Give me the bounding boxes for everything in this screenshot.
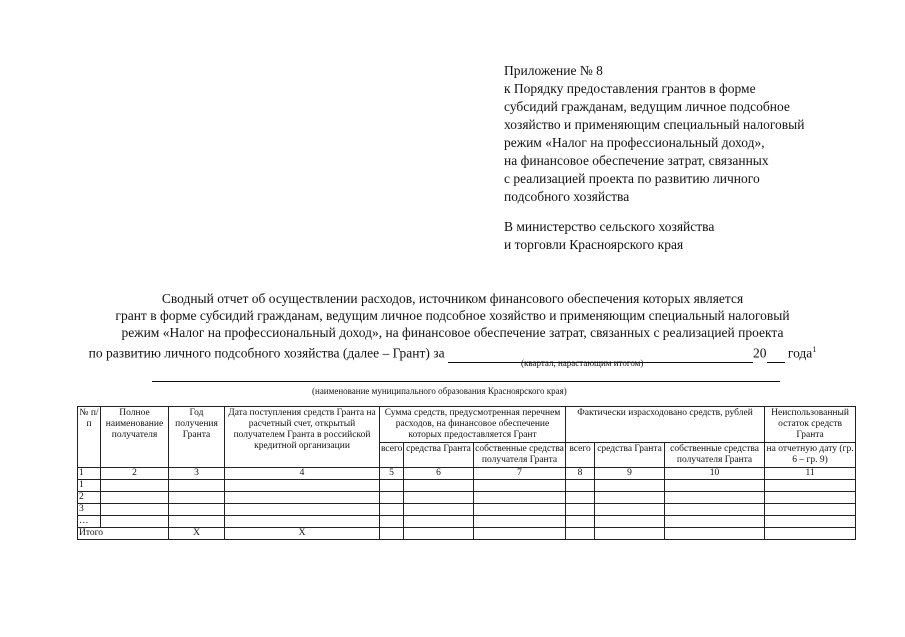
table-cell[interactable] — [225, 504, 380, 516]
table-cell[interactable] — [765, 528, 856, 540]
table-cell[interactable] — [404, 492, 474, 504]
table-row — [78, 492, 856, 504]
appendix-line: субсидий гражданам, ведущим личное подсобное — [504, 99, 790, 114]
table-cell[interactable] — [665, 504, 765, 516]
header-unused: Неиспользованный остаток средств Гранта — [765, 407, 856, 443]
appendix-line: режим «Налог на профессиональный доход», — [504, 135, 765, 150]
table-cell[interactable] — [566, 480, 595, 492]
title-line: грант в форме субсидий гражданам, ведущим личное подсобное хозяйство и применяющим специальный налоговый — [115, 308, 790, 323]
totals-label: Итого — [78, 528, 169, 540]
footnote-mark: 1 — [812, 345, 817, 354]
table-row — [78, 516, 856, 528]
recipient-block — [504, 218, 714, 254]
table-cell[interactable] — [595, 516, 665, 528]
appendix-line: на финансовое обеспечение затрат, связанных — [504, 153, 769, 168]
table-cell[interactable] — [665, 480, 765, 492]
column-number: 7 — [474, 468, 566, 480]
period-hint: (квартал, нарастающим итогом) — [521, 358, 644, 368]
table-cell[interactable] — [380, 492, 404, 504]
table-cell[interactable] — [765, 516, 856, 528]
column-number: 9 — [595, 468, 665, 480]
table-cell[interactable] — [225, 516, 380, 528]
table-cell[interactable] — [404, 528, 474, 540]
column-number: 5 — [380, 468, 404, 480]
recipient-line: В министерство сельского хозяйства — [504, 219, 715, 234]
appendix-block — [504, 62, 804, 206]
table-cell[interactable] — [380, 516, 404, 528]
title-line-prefix: по развитию личного подсобного хозяйства (далее – Грант) за — [88, 345, 445, 361]
column-number: 6 — [404, 468, 474, 480]
header-name: Полное наименование получателя — [101, 407, 169, 468]
table-cell[interactable] — [474, 528, 566, 540]
table-cell[interactable] — [225, 480, 380, 492]
table-cell[interactable] — [474, 480, 566, 492]
subheader-planned-total: всего — [380, 443, 404, 468]
table-cell[interactable] — [474, 516, 566, 528]
header-year: Год получения Гранта — [169, 407, 225, 468]
table-cell[interactable] — [101, 504, 169, 516]
column-number: 4 — [225, 468, 380, 480]
appendix-line: подсобного хозяйства — [504, 189, 630, 204]
header-num: № п/п — [78, 407, 101, 468]
totals-row — [78, 528, 856, 540]
table-cell[interactable] — [474, 504, 566, 516]
column-number: 3 — [169, 468, 225, 480]
table-cell[interactable] — [169, 492, 225, 504]
municipality-line[interactable] — [152, 381, 780, 382]
table-cell[interactable] — [595, 528, 665, 540]
report-table — [77, 406, 856, 540]
recipient-line: и торговли Красноярского края — [504, 237, 684, 252]
year-blank[interactable] — [767, 345, 785, 363]
title-last-line — [0, 341, 905, 363]
totals-year-cell: Х — [169, 528, 225, 540]
column-number: 8 — [566, 468, 595, 480]
municipality-hint: (наименование муниципального образования Красноярского края) — [312, 386, 567, 396]
column-number: 2 — [101, 468, 169, 480]
row-number: 3 — [78, 504, 101, 516]
table-row — [78, 480, 856, 492]
table-cell[interactable] — [566, 504, 595, 516]
table-cell[interactable] — [566, 528, 595, 540]
table-cell[interactable] — [404, 516, 474, 528]
table-cell[interactable] — [404, 480, 474, 492]
table-cell[interactable] — [225, 492, 380, 504]
table-cell[interactable] — [665, 516, 765, 528]
table-cell[interactable] — [101, 480, 169, 492]
table-cell[interactable] — [765, 504, 856, 516]
subheader-actual-total: всего — [566, 443, 595, 468]
table-cell[interactable] — [380, 528, 404, 540]
row-number: 1 — [78, 480, 101, 492]
table-cell[interactable] — [665, 528, 765, 540]
column-number: 11 — [765, 468, 856, 480]
table-cell[interactable] — [404, 504, 474, 516]
row-number: … — [78, 516, 101, 528]
header-date: Дата поступления средств Гранта на расчетный счет, открытый получателем Гранта в российской кредитной организации — [225, 407, 380, 468]
year-prefix: 20 — [753, 345, 767, 361]
table-cell[interactable] — [595, 504, 665, 516]
column-number-row — [78, 468, 856, 480]
header-actual-group: Фактически израсходовано средств, рублей — [566, 407, 765, 443]
subheader-actual-own: собственные средства получателя Гранта — [665, 443, 765, 468]
table-cell[interactable] — [665, 492, 765, 504]
title-line: Сводный отчет об осуществлении расходов, источником финансового обеспечения которых является — [161, 291, 744, 306]
table-row — [78, 504, 856, 516]
subheader-actual-grant: средства Гранта — [595, 443, 665, 468]
subheader-planned-grant: средства Гранта — [404, 443, 474, 468]
header-planned-group: Сумма средств, предусмотренная перечнем расходов, на финансовое обеспечение которых предоставляется Грант — [380, 407, 566, 443]
column-number: 1 — [78, 468, 101, 480]
table-cell[interactable] — [169, 480, 225, 492]
appendix-line: к Порядку предоставления грантов в форме — [504, 81, 756, 96]
table-cell[interactable] — [566, 516, 595, 528]
table-cell[interactable] — [380, 504, 404, 516]
table-cell[interactable] — [380, 480, 404, 492]
table-cell[interactable] — [595, 480, 665, 492]
subheader-unused: на отчетную дату (гр. 6 – гр. 9) — [765, 443, 856, 468]
table-cell[interactable] — [566, 492, 595, 504]
column-number: 10 — [665, 468, 765, 480]
table-cell[interactable] — [474, 492, 566, 504]
header-row — [78, 407, 856, 443]
row-number: 2 — [78, 492, 101, 504]
report-title — [0, 290, 905, 363]
table-cell[interactable] — [765, 492, 856, 504]
appendix-line: хозяйство и применяющим специальный налоговый — [504, 117, 805, 132]
totals-date-cell: Х — [225, 528, 380, 540]
table-cell[interactable] — [101, 516, 169, 528]
table-cell[interactable] — [169, 504, 225, 516]
table-cell[interactable] — [101, 492, 169, 504]
appendix-line: Приложение № 8 — [504, 63, 603, 78]
table-cell[interactable] — [169, 516, 225, 528]
year-suffix: года — [787, 345, 813, 361]
table-cell[interactable] — [595, 492, 665, 504]
subheader-planned-own: собственные средства получателя Гранта — [474, 443, 566, 468]
title-line: режим «Налог на профессиональный доход», на финансовое обеспечение затрат, связанных с реализацией проекта — [121, 325, 784, 340]
table-cell[interactable] — [765, 480, 856, 492]
appendix-line: с реализацией проекта по развитию личного — [504, 171, 760, 186]
